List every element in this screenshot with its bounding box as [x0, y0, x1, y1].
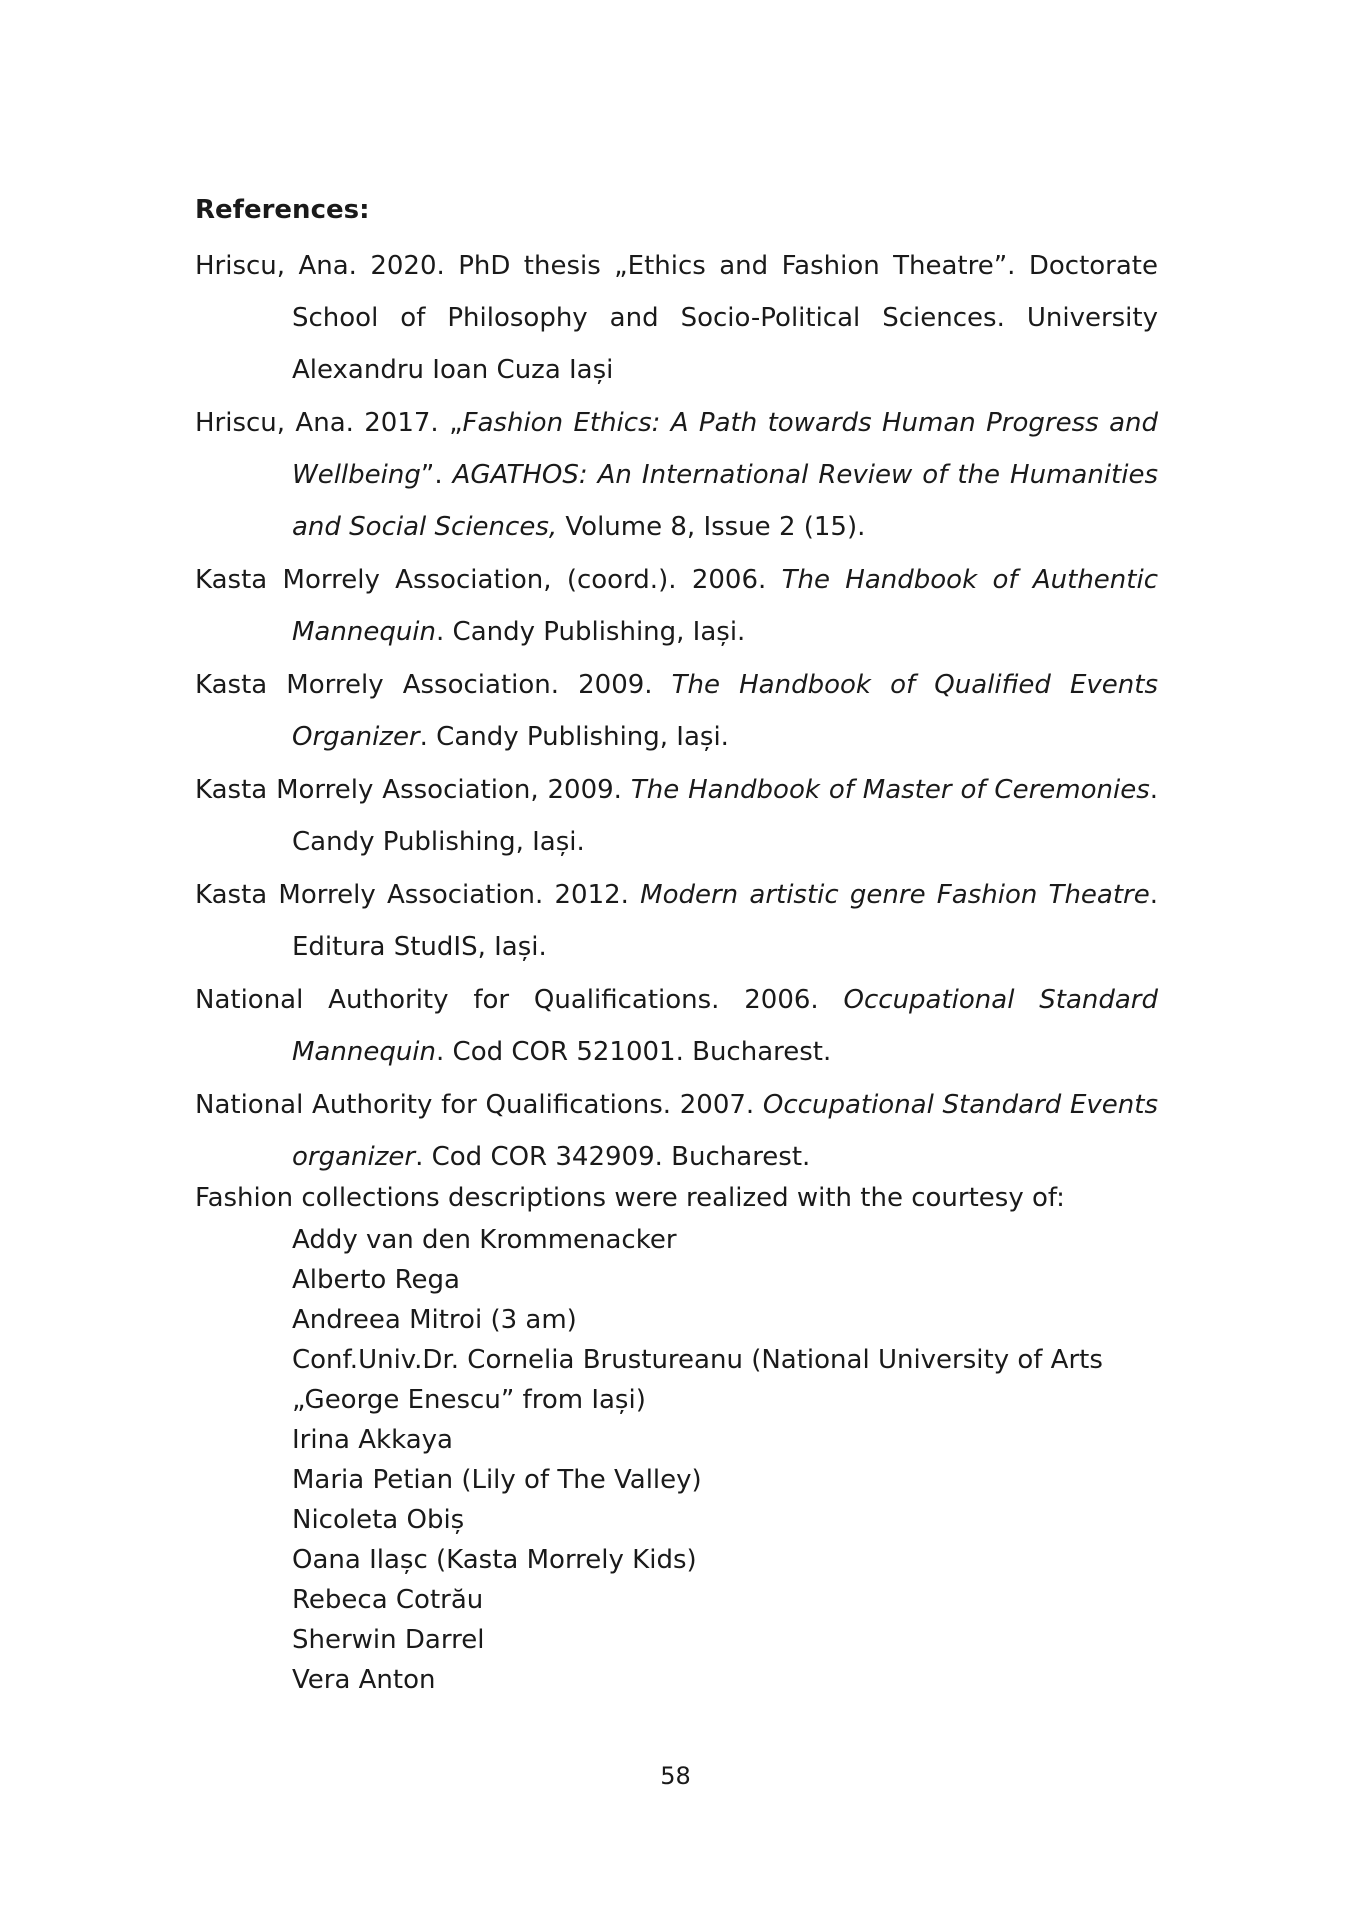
reference-text: Kasta Morrely Association. 2009. — [195, 670, 672, 700]
page-number: 58 — [660, 1762, 691, 1790]
contributor-item: Vera Anton — [292, 1665, 436, 1695]
contributor-item: Sherwin Darrel — [292, 1625, 485, 1655]
reference-text: . Editura StudIS, Iași. — [292, 880, 1158, 962]
contributor-item: Addy van den Krommenacker — [292, 1225, 677, 1255]
contributor-item: Maria Petian (Lily of The Valley) — [292, 1465, 702, 1495]
reference-list — [195, 240, 1158, 1184]
courtesy-intro: Fashion collections descriptions were realized with the courtesy of: — [195, 1183, 1065, 1213]
reference-text: Kasta Morrely Association, (coord.). 2006. — [195, 565, 782, 595]
contributor-list — [195, 1220, 1158, 1700]
contributor-item: Andreea Mitroi (3 am) — [292, 1305, 577, 1335]
contributor-item: Irina Akkaya — [292, 1425, 453, 1455]
contributor-item: Alberto Rega — [292, 1265, 460, 1295]
reference-title: Occupational Standard Mannequin — [292, 985, 1159, 1067]
reference-title: AGATHOS: An International Review of the Humanities and Social Sciences, — [292, 460, 1159, 542]
reference-text: Kasta Morrely Association, 2009. — [195, 775, 631, 805]
reference-entry — [195, 240, 1158, 396]
reference-text: . Candy Publishing, Iași. — [292, 775, 1159, 857]
reference-text: National Authority for Qualifications. 2006. — [195, 985, 844, 1015]
reference-text: . Candy Publishing, Iași. — [436, 617, 746, 647]
reference-title: The Handbook of Authentic Mannequin — [292, 565, 1158, 647]
references-heading: References: — [195, 195, 370, 225]
reference-text: . Cod COR 342909. Bucharest. — [415, 1142, 811, 1172]
reference-entry — [195, 397, 1158, 553]
reference-text: . Candy Publishing, Iași. — [419, 722, 729, 752]
reference-title: Occupational Standard Events organizer — [292, 1090, 1158, 1172]
reference-entry — [195, 869, 1158, 973]
contributor-item: Conf.Univ.Dr. Cornelia Brustureanu (National University of Arts „George Enescu” from Iași) — [292, 1345, 1103, 1415]
reference-text: National Authority for Qualifications. 2007. — [195, 1090, 763, 1120]
reference-title: The Handbook of Qualified Events Organizer — [292, 670, 1159, 752]
reference-title: Fashion Ethics: A Path towards Human Progress and Wellbeing — [292, 408, 1158, 490]
reference-text: Hriscu, Ana. 2017. „ — [195, 408, 463, 438]
reference-entry — [195, 554, 1158, 658]
contributor-item: Oana Ilașc (Kasta Morrely Kids) — [292, 1545, 697, 1575]
reference-entry — [195, 764, 1158, 868]
reference-entry — [195, 1079, 1158, 1183]
reference-title: Modern artistic genre Fashion Theatre — [640, 880, 1150, 910]
contributor-item: Rebeca Cotrău — [292, 1585, 484, 1615]
reference-text: Hriscu, Ana. 2020. PhD thesis „Ethics and Fashion Theatre”. Doctorate School of Philosophy and Socio-Political Sciences. University Alexandru Ioan Cuza Iași — [195, 251, 1158, 385]
courtesy-section — [195, 1176, 1158, 1700]
contributor-item: Nicoleta Obiș — [292, 1505, 465, 1535]
reference-entry — [195, 659, 1158, 763]
reference-text: . Cod COR 521001. Bucharest. — [436, 1037, 832, 1067]
reference-text: Volume 8, Issue 2 (15). — [557, 512, 866, 542]
reference-entry — [195, 974, 1158, 1078]
reference-text: ”. — [420, 460, 453, 490]
reference-title: The Handbook of Master of Ceremonies — [630, 775, 1150, 805]
reference-text: Kasta Morrely Association. 2012. — [195, 880, 641, 910]
